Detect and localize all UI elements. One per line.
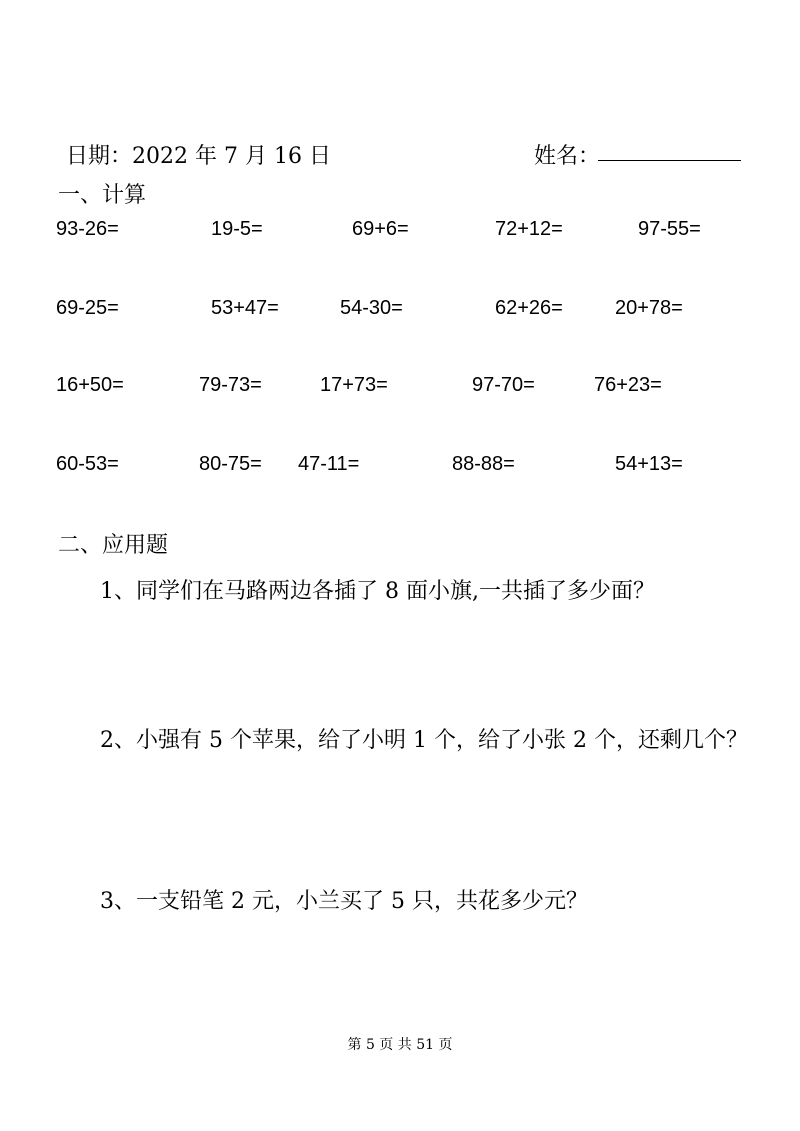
section-calc-title: 一、计算 [58,183,147,208]
page-number: 第 5 页 共 51 页 [347,1037,453,1053]
calc-problem: 69-25= [56,297,119,319]
calc-problem: 54-30= [340,297,403,319]
word-problem-3: 3、一支铅笔 2 元，小兰买了 5 只，共花多少元？ [100,889,588,914]
calc-row [0,374,800,404]
word-problem-2: 2、小强有 5 个苹果，给了小明 1 个，给了小张 2 个，还剩几个？ [100,728,748,753]
calc-problem: 60-53= [56,453,119,475]
name-label: 姓名： [534,144,601,169]
calc-problem: 20+78= [615,297,683,319]
calc-problem: 53+47= [211,297,279,319]
calc-problem: 97-70= [472,374,535,396]
calc-problem: 62+26= [495,297,563,319]
calc-problem: 76+23= [594,374,662,396]
calc-problem: 69+6= [352,218,409,240]
calc-problem: 17+73= [320,374,388,396]
date-label: 日期：2022 年 7 月 16 日 [66,144,331,169]
calc-row [0,453,800,483]
calc-problem: 19-5= [211,218,263,240]
calc-problem: 54+13= [615,453,683,475]
calc-row [0,218,800,248]
calc-problem: 47-11= [298,453,360,475]
calc-problem: 72+12= [495,218,563,240]
calc-problem: 16+50= [56,374,124,396]
calc-row [0,297,800,327]
calc-problem: 80-75= [199,453,262,475]
calc-problem: 93-26= [56,218,119,240]
calc-problem: 97-55= [638,218,701,240]
name-field-line[interactable] [598,160,741,161]
word-problem-1: 1、同学们在马路两边各插了 8 面小旗,一共插了多少面？ [100,579,655,604]
calc-problem: 88-88= [452,453,515,475]
section-word-problems-title: 二、应用题 [58,533,169,558]
calc-problem: 79-73= [199,374,262,396]
